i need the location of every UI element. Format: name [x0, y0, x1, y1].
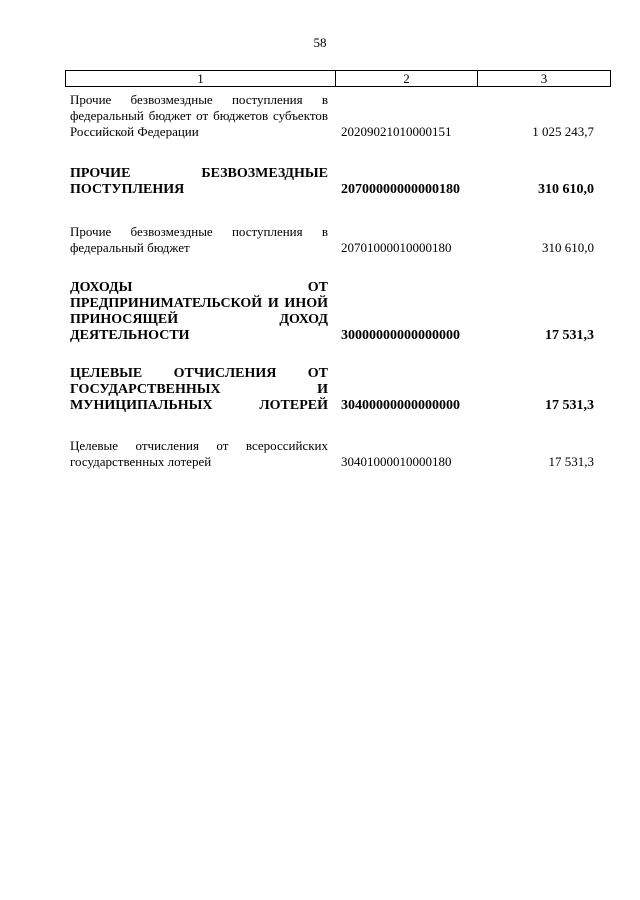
- row-amount: 310 610,0: [542, 240, 594, 255]
- row-code: 20700000000000180: [341, 182, 460, 197]
- row-name: Прочие безвозмездные поступления в федеральный бюджет: [70, 224, 328, 255]
- row-code: 20701000010000180: [341, 240, 452, 255]
- row-amount: 17 531,3: [545, 398, 594, 413]
- column-header-3: 3: [540, 71, 548, 86]
- row-amount: 17 531,3: [548, 454, 594, 469]
- row-name: ДОХОДЫ ОТ ПРЕДПРИНИМАТЕЛЬСКОЙ И ИНОЙ ПРИНОСЯЩЕЙ ДОХОД ДЕЯТЕЛЬНОСТИ: [70, 280, 328, 343]
- table-row: [70, 366, 594, 416]
- row-name: ПРОЧИЕ БЕЗВОЗМЕЗДНЫЕ ПОСТУПЛЕНИЯ: [70, 166, 328, 197]
- row-name: Прочие безвозмездные поступления в федеральный бюджет от бюджетов субъектов Российской Федерации: [70, 92, 328, 139]
- row-amount: 17 531,3: [545, 328, 594, 343]
- page-number: 58: [313, 35, 327, 50]
- table-row: [70, 166, 594, 200]
- row-code: 30401000010000180: [341, 454, 452, 469]
- row-amount: 310 610,0: [538, 182, 594, 197]
- row-name: Целевые отчисления от всероссийских государственных лотерей: [70, 438, 328, 469]
- row-name: ЦЕЛЕВЫЕ ОТЧИСЛЕНИЯ ОТ ГОСУДАРСТВЕННЫХ И МУНИЦИПАЛЬНЫХ ЛОТЕРЕЙ: [70, 366, 328, 413]
- row-amount: 1 025 243,7: [532, 124, 594, 139]
- table-row: [70, 280, 594, 346]
- row-code: 30400000000000000: [341, 398, 460, 413]
- row-code: 30000000000000000: [341, 328, 460, 343]
- table-row: [70, 224, 594, 258]
- column-header-2: 2: [336, 71, 478, 86]
- row-code: 20209021010000151: [341, 124, 452, 139]
- table-row: [70, 438, 594, 472]
- table-row: [70, 92, 594, 140]
- table-header: [65, 70, 611, 87]
- column-header-1: 1: [66, 71, 336, 86]
